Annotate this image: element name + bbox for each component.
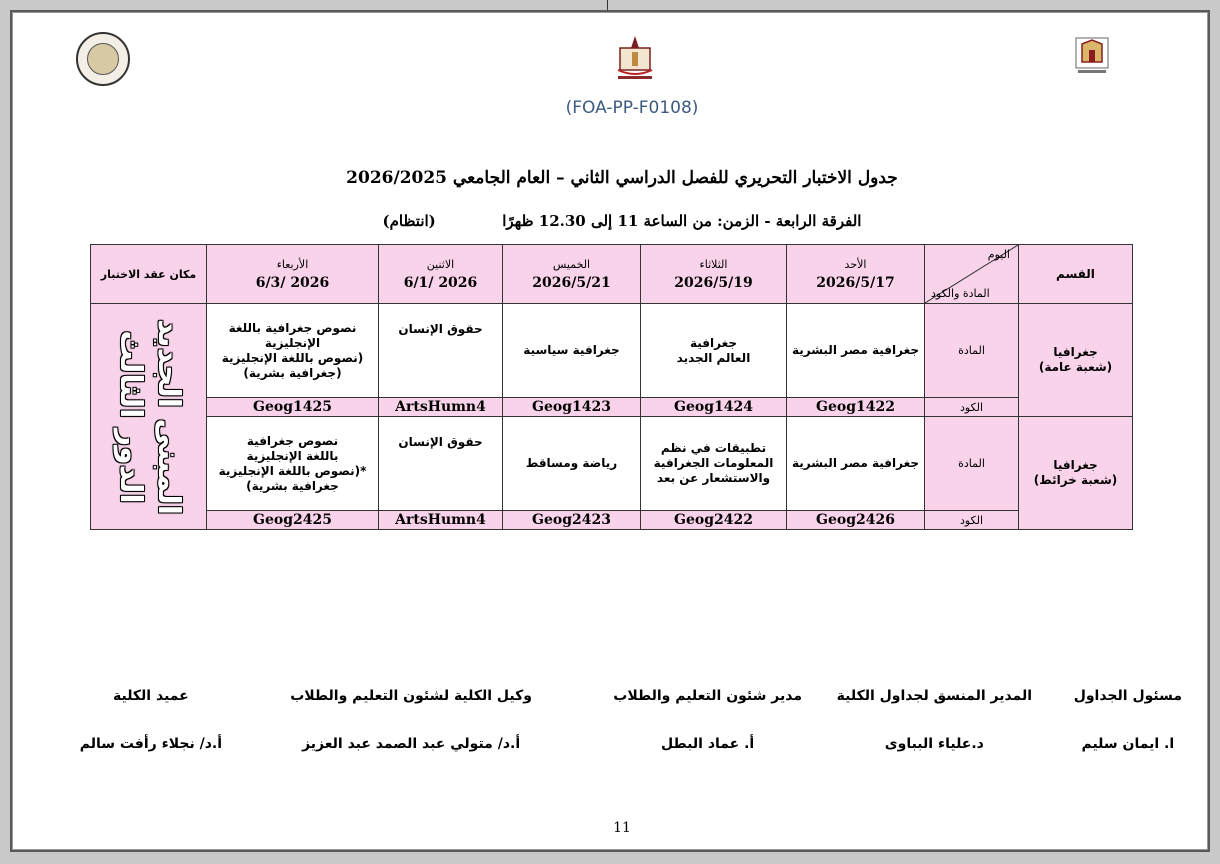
signature-name: أ. عماد البطل [661, 736, 755, 752]
venue-floor: الدور الثالث [112, 329, 148, 504]
subject-cell: جغرافية العالم الجديد [641, 304, 787, 398]
table-header-row [91, 245, 1133, 304]
day-subject-corner-header [925, 245, 1019, 304]
day-name: الثلاثاء [699, 258, 728, 271]
signature-name: ا. ايمان سليم [1081, 736, 1175, 752]
code-row-label: الكود [925, 511, 1019, 530]
day-name: الاثنين [426, 258, 455, 271]
subject-cell: رياضة ومساقط [503, 417, 641, 511]
day-header [787, 245, 925, 304]
day-date: 2026/5/17 [816, 275, 895, 291]
venue-header [91, 245, 207, 304]
dept-name: جغرافيا [1053, 345, 1098, 359]
mode-text: (انتظام) [382, 212, 436, 230]
code-cell: Geog2426 [787, 511, 925, 530]
code-cell: ArtsHumn4 [379, 398, 503, 417]
corner-subject-code-label: المادة والكود [931, 287, 990, 300]
signature-role: وكيل الكلية لشئون التعليم والطلاب [290, 688, 532, 704]
subject-cell: تطبيقات في نظم المعلومات الجغرافية والاستشعار عن بعد [641, 417, 787, 511]
signature-role: مسئول الجداول [1073, 688, 1182, 704]
group-time-text: الفرقة الرابعة - الزمن: من الساعة 11 إلى 12.30 ظهرًا [502, 212, 862, 230]
day-header [379, 245, 503, 304]
faculty-seal-icon [76, 32, 130, 86]
document-code: (FOA-PP-F0108) [565, 98, 699, 118]
code-cell: Geog1422 [787, 398, 925, 417]
venue-text [111, 318, 187, 514]
venue-cell [91, 304, 207, 530]
code-cell: Geog1424 [641, 398, 787, 417]
table-row [91, 417, 1133, 511]
page-number: 11 [613, 820, 631, 836]
day-header [503, 245, 641, 304]
page-top-marker [607, 0, 608, 10]
day-header [207, 245, 379, 304]
venue-header-label: مكان عقد الاختبار [100, 267, 197, 281]
day-name: الخميس [552, 258, 591, 271]
table-row [91, 511, 1133, 530]
signature-vice-dean [290, 688, 532, 752]
cairo-university-logo-icon [1070, 34, 1114, 78]
signature-role: عميد الكلية [112, 688, 189, 704]
exam-schedule-table [90, 244, 1133, 530]
signature-dean [80, 688, 222, 752]
signature-role: المدير المنسق لجداول الكلية [836, 688, 1032, 704]
subject-cell: جغرافية مصر البشرية [787, 417, 925, 511]
page-title: جدول الاختبار التحريري للفصل الدراسي الثاني – العام الجامعي 2026/2025 [346, 168, 898, 188]
day-name: الأحد [844, 258, 867, 271]
table-row [91, 398, 1133, 417]
day-date: 2026/5/21 [532, 275, 611, 291]
day-date: 2026 /6/1 [403, 275, 478, 291]
subject-cell: جغرافية سياسية [503, 304, 641, 398]
code-row-label: الكود [925, 398, 1019, 417]
code-cell: Geog2423 [503, 511, 641, 530]
dept-name: جغرافيا [1053, 458, 1098, 472]
day-date: 2026 /6/3 [255, 275, 330, 291]
day-date: 2026/5/19 [674, 275, 753, 291]
subject-cell: نصوص جغرافية باللغة الإنجليزية *(نصوص باللغة الإنجليزية جغرافية بشرية) [207, 417, 379, 511]
dept-branch: (شعبة خرائط) [1033, 473, 1118, 487]
signature-name: د.علياء البباوى [884, 736, 984, 752]
corner-day-label: اليوم [987, 248, 1010, 261]
subject-row-label: المادة [925, 304, 1019, 398]
code-cell: Geog2422 [641, 511, 787, 530]
dept-cell [1019, 417, 1133, 530]
dept-header: القسم [1019, 245, 1133, 304]
venue-building: المبنى الجديد [150, 318, 186, 515]
code-cell: ArtsHumn4 [379, 511, 503, 530]
faculty-emblem-icon [612, 34, 658, 84]
code-cell: Geog1425 [207, 398, 379, 417]
code-cell: Geog2425 [207, 511, 379, 530]
table-row [91, 304, 1133, 398]
signature-affairs-director [613, 688, 802, 752]
signature-name: أ.د/ نجلاء رأفت سالم [79, 736, 222, 752]
subject-row-label: المادة [925, 417, 1019, 511]
dept-cell [1019, 304, 1133, 417]
day-name: الأربعاء [276, 258, 309, 271]
signature-name: أ.د/ متولي عبد الصمد عبد العزيز [302, 736, 521, 752]
code-cell: Geog1423 [503, 398, 641, 417]
signature-coordinator [837, 688, 1032, 752]
subject-cell: حقوق الإنسان [379, 304, 503, 398]
signature-role: مدير شئون التعليم والطلاب [613, 688, 802, 704]
document-page [10, 10, 1210, 852]
subject-cell: نصوص جغرافية باللغة الإنجليزية (نصوص باللغة الإنجليزية (جغرافية بشرية) [207, 304, 379, 398]
day-header [641, 245, 787, 304]
subject-cell: جغرافية مصر البشرية [787, 304, 925, 398]
dept-branch: (شعبة عامة) [1038, 360, 1113, 374]
subject-cell: حقوق الإنسان [379, 417, 503, 511]
signature-schedules-officer [1074, 688, 1182, 752]
page-subtitle [272, 212, 972, 230]
